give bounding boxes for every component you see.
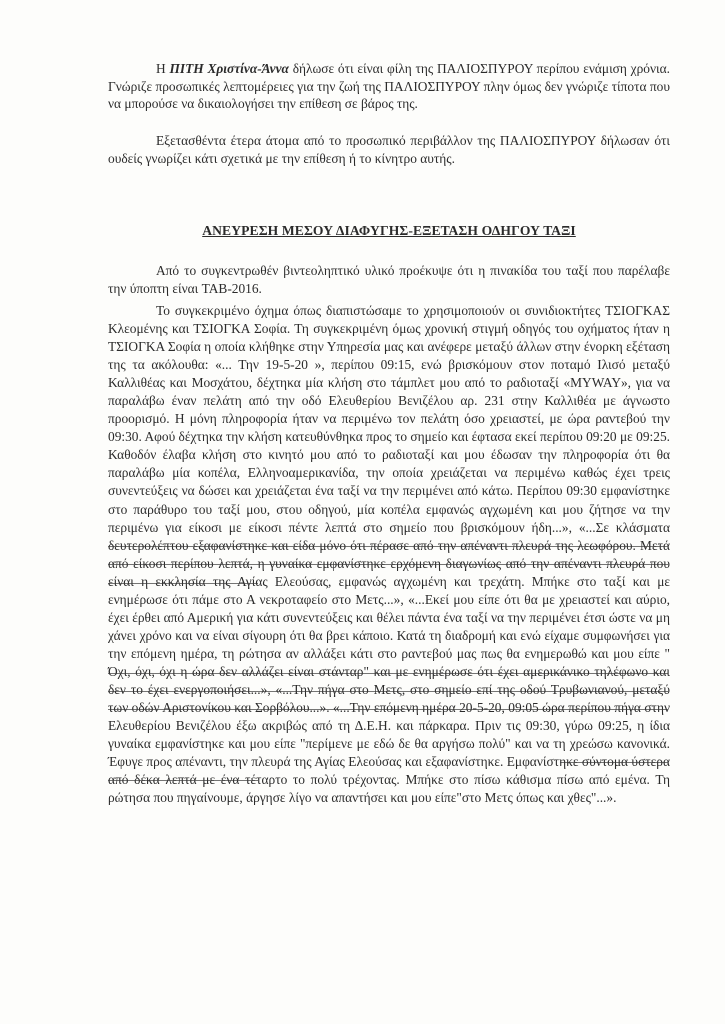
witness-name: ΠΙΤΗ Χριστίνα-Άννα [169,61,289,76]
paragraph-taxi-driver-testimony [108,302,670,807]
handwritten-underline [108,709,668,710]
paragraph-other-witnesses [108,132,670,167]
handwritten-underline [108,583,258,584]
paragraph-prefix: Η [156,61,170,76]
paragraph-cctv [108,262,670,297]
handwritten-underline [108,691,668,692]
handwritten-underline [108,780,258,781]
paragraph-other-witnesses-text: Εξετασθέντα έτερα άτομα από το προσωπικό περιβάλλον της ΠΑΛΙΟΣΠΥΡΟΥ δήλωσαν ότι ουδείς γνωρίζει κάτι σχετικά με την επίθεση ή το κίνητρο αυτής. [108,133,670,166]
paragraph-cctv-text: Από το συγκεντρωθέν βιντεοληπτικό υλικό προέκυψε ότι η πινακίδα του ταξί που παρέλαβε την ύποπτη είναι TAB-2016. [108,263,670,296]
paragraph-body: δήλωσε ότι είναι φίλη της ΠΑΛΙΟΣΠΥΡΟΥ περίπου ενάμιση χρόνια. Γνώριζε προσωπικές λεπτομέρειες για την ζωή της ΠΑΛΙΟΣΠΥΡΟΥ πλην όμως δεν γνώριζε τίποτα που να μπορούσε να δικαιολογήσει την επίθεση σε βάρος της. [108,61,670,112]
handwritten-underline [108,546,668,547]
handwritten-underline [108,673,668,674]
paragraph-taxi-driver-text: Το συγκεκριμένο όχημα όπως διαπιστώσαμε το χρησιμοποιούν οι συνιδιοκτήτες ΤΣΙΟΓΚΑΣ Κλεομένης και ΤΣΙΟΓΚΑ Σοφία. Τη συγκεκριμένη όμως χρονική στιγμή οδηγός του οχήματος ήταν η ΤΣΙΟΓΚΑ Σοφία η οποία κλήθηκε στην Υπηρεσία μας και ανέφερε μεταξύ άλλων στην ένορκη εξέταση της τα ακόλουθα: «... Την 19-5-20 », περίπου 09:15, ενώ βρισκόμουν στον ποταμό Ιλισό μεταξύ Καλλιθέας και Μοσχάτου, δέχτηκα μία κλήση στο τάμπλετ μου από το ραδιοταξί «MYWAY», για να παραλάβω έναν πελάτη από την οδό Ελευθερίου Βενιζέλου αρ. 231 στην Καλλιθέα με άγνωστο προορισμό. Η μόνη πληροφορία ήταν να περιμένω τον πελάτη όσο χρειαστεί, με ώρα ραντεβού την 09:30. Αφού δέχτηκα την κλήση κατευθύνθηκα προς το σημείο και έφτασα εκεί περίπου 09:20 με 09:25. Καθοδόν έλαβα κλήση στο κινητό μου από το ραδιοταξί και μου έδωσαν την πληροφορία ότι θα παραλάβω μία κοπέλα, Ελληνοαμερικανίδα, την οποία χρειάζεται να περιμένω καθώς έχει τρεις συνεντεύξεις να δώσει και χρειάζεται ένα ταξί να την περιμένει από κάτω. Περίπου 09:30 εμφανίστηκε στο παράθυρο του ταξί μου, στου οδηγού, μία κοπέλα εμφανώς αγχωμένη και μου ζήτησε να την περιμένω για είκοσι με είκοσι πέντε λεπτά στο σημείο που βρισκόμουν ήδη...», «...Σε κλάσματα δευτερολέπτου εξαφανίστηκε και είδα μόνο ότι πέρασε από την απέναντι πλευρά της λεωφόρου. Μετά από είκοσι περίπου λεπτά, η γυναίκα εμφανίστηκε ερχόμενη διαγωνίως από την απέναντι πλευρά που είναι η εκκλησία της Αγίας Ελεούσας, εμφανώς αγχωμένη και τρεχάτη. Μπήκε στο ταξί και με ενημέρωσε ότι πάμε στο Α νεκροταφείο στο Μετς...», «...Εκεί μου είπε ότι θα με χρειαστεί και αύριο, έχει έρθει από Αμερική για κάτι συνεντεύξεις και θέλει πάντα ένα ταξί να την περιμένει έτσι ώστε να μη χάνει χρόνο και να είναι σίγουρη ότι θα βρει κάποιο. Κατά τη διαδρομή και ενώ είχαμε συμφωνήσει για την επόμενη ημέρα, τη ρώτησα αν αλλάξει κάτι στο ραντεβού μας πως θα ενημερωθώ και μου είπε " Όχι, όχι, όχι η ώρα δεν αλλάζει είναι στάνταρ" και με ενημέρωσε ότι έχει αμερικάνικο τηλέφωνο και δεν το έχει ενεργοποιήσει...», «...Την πήγα στο Μετς, στο σημείο επί της οδού Τρυβωνιανού, μεταξύ των οδών Αριστονίκου και Σορβόλου...». «...Την επόμενη ημέρα 20-5-20, 09:05 ώρα περίπου πήγα στην Ελευθερίου Βενιζέλου έξω ακριβώς από τη Δ.Ε.Η. και πάρκαρα. Πριν τις 09:30, γύρω 09:25, η ίδια γυναίκα εμφανίστηκε και μου είπε "περίμενε με εδώ δε θα αργήσω πολύ" και να τη χρεώσω κανονικά. Έφυγε προς απέναντι, την πλευρά της Αγίας Ελεούσας και εξαφανίστηκε. Εμφανίστηκε σύντομα ύστερα από δέκα λεπτά με ένα τέταρτο το πολύ τρέχοντας. Μπήκε στο πίσω κάθισμα πίσω από εμένα. Τη ρώτησα που πηγαίνουμε, άργησε λίγο να απαντήσει και μου είπε"στο Μετς όπως και χθες"...». [108,303,670,806]
handwritten-underline [108,564,668,565]
section-heading: ΑΝΕΥΡΕΣΗ ΜΕΣΟΥ ΔΙΑΦΥΓΗΣ-ΕΞΕΤΑΣΗ ΟΔΗΓΟΥ ΤΑΞΙ [202,223,576,238]
handwritten-underline [560,762,668,763]
paragraph-piti-statement [108,60,670,113]
